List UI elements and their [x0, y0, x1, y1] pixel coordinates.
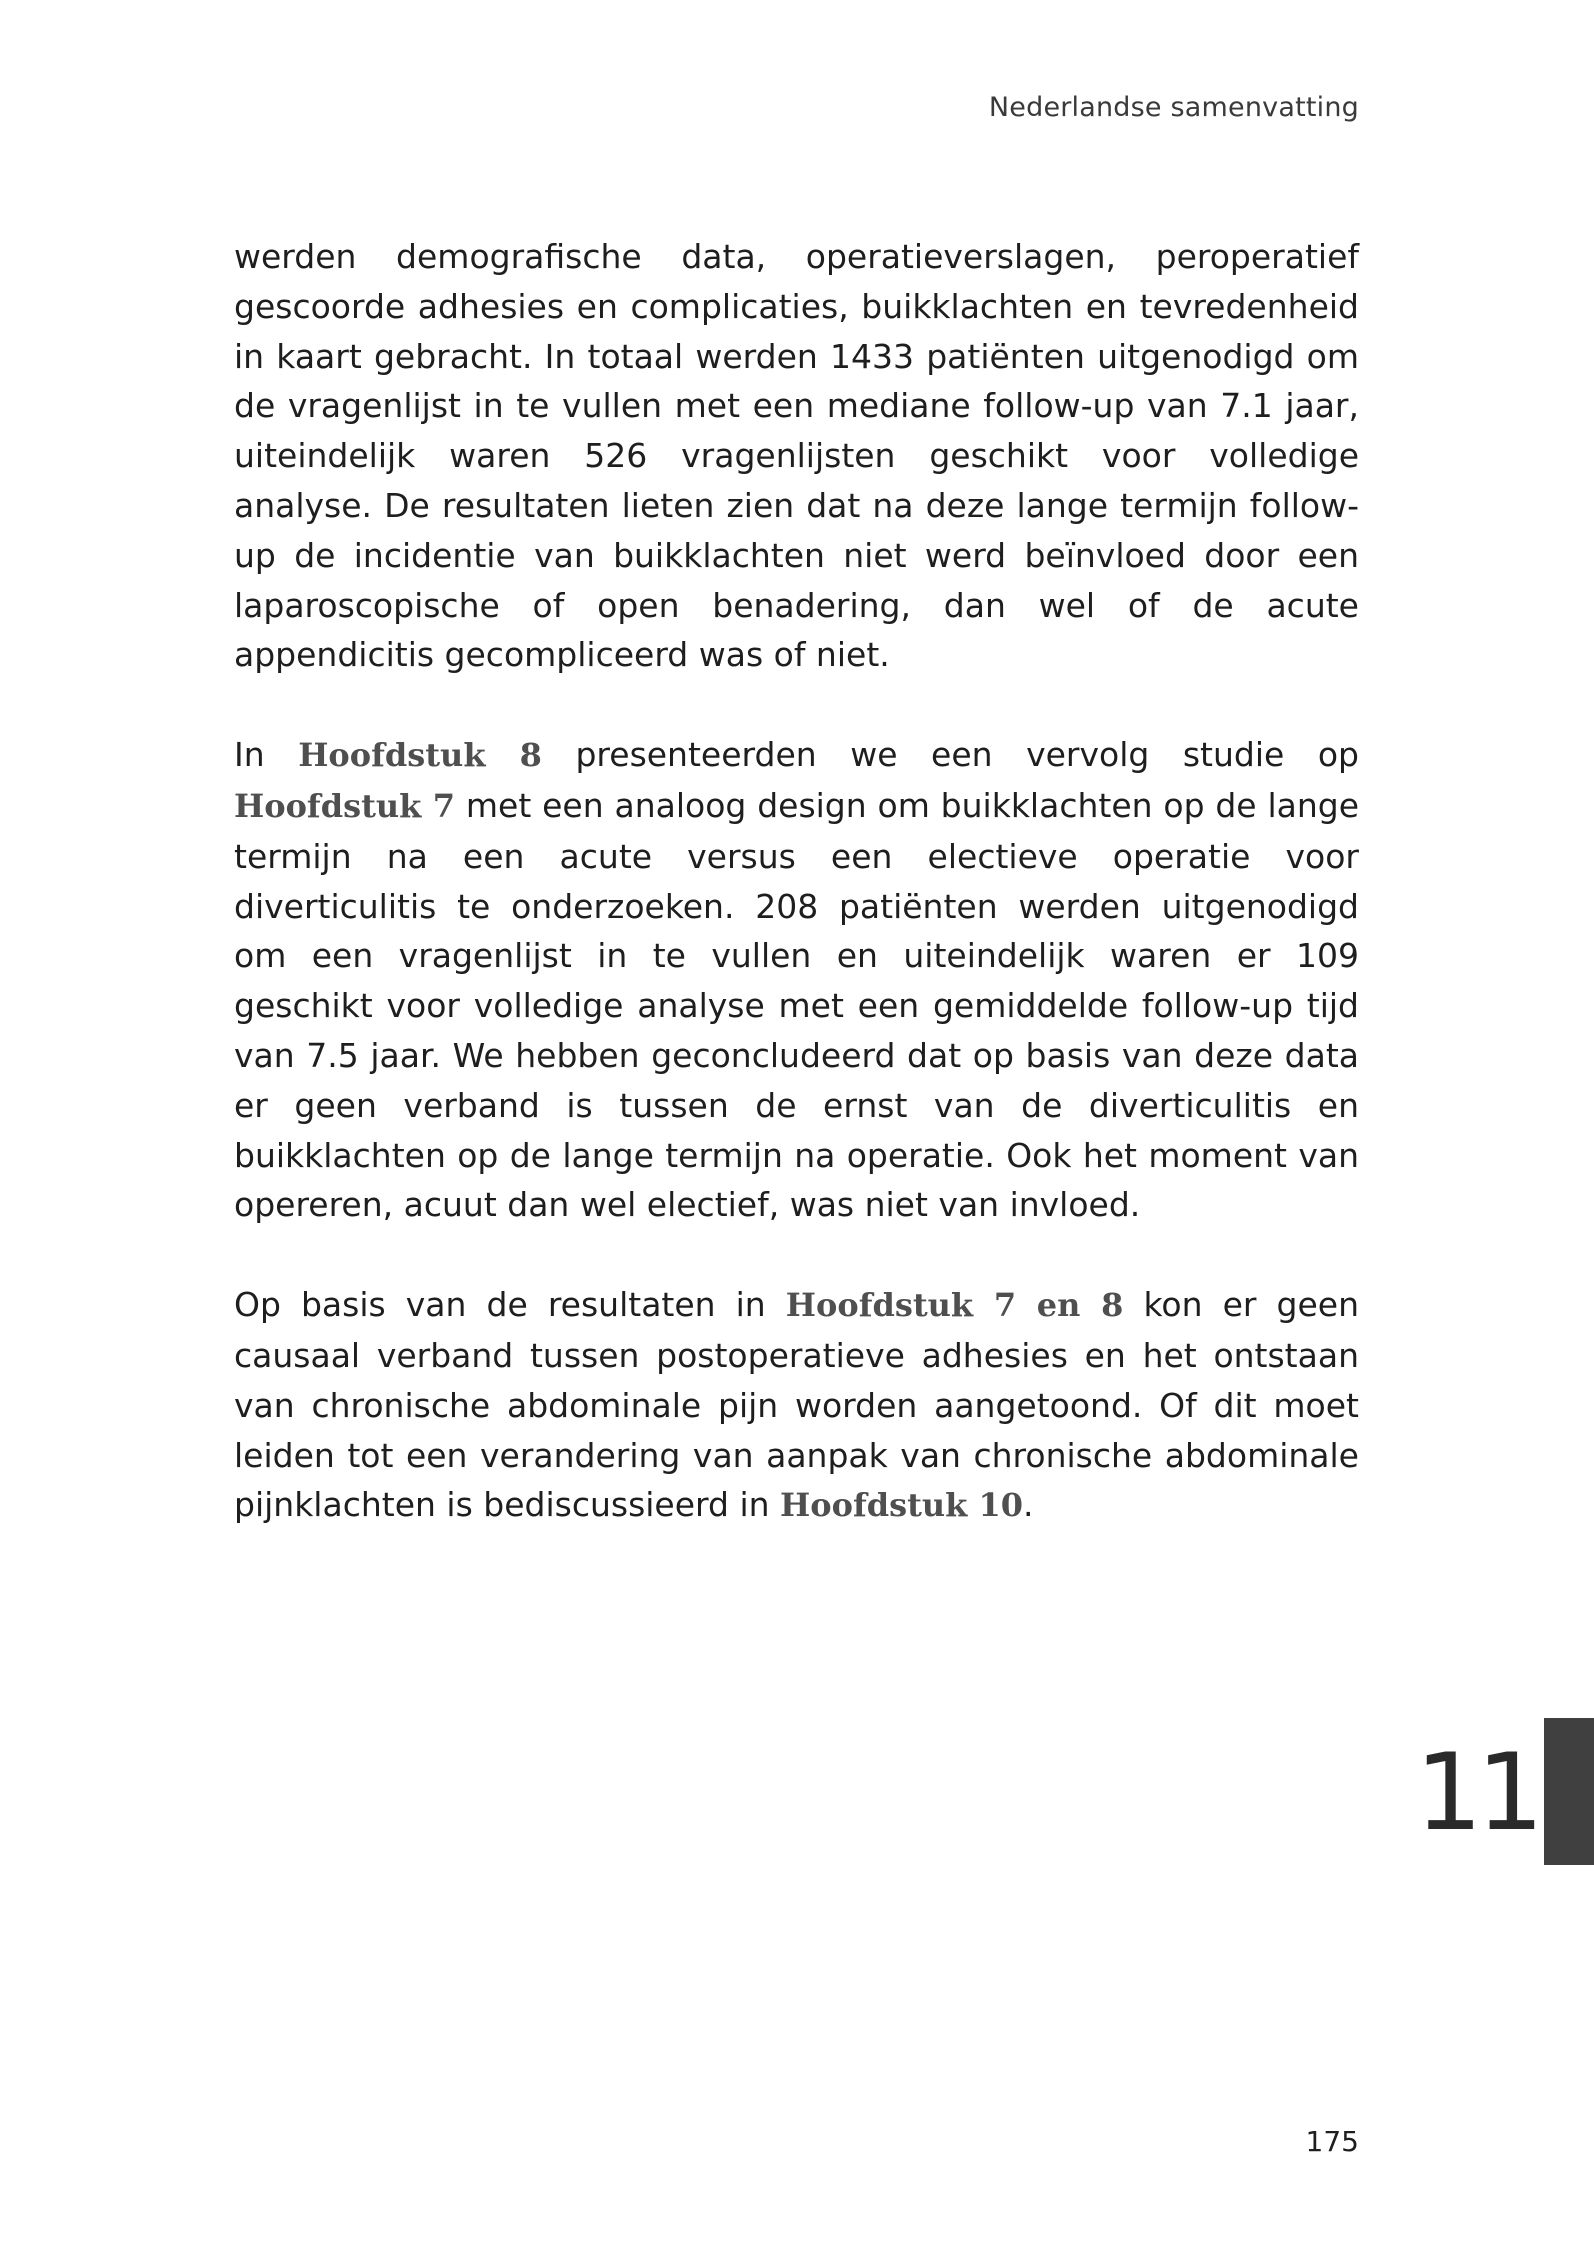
paragraph-3	[234, 1280, 1359, 1531]
paragraph-2-text-3: met een analoog design om buikklachten op de lange termijn na een acute versus een electieve operatie voor diverticulitis te onderzoeken. 208 patiënten werden uitgenodigd om een vragenlijst in te vullen en uiteindelijk waren er 109 geschikt voor volledige analyse met een gemiddelde follow-up tijd van 7.5 jaar. We hebben geconcludeerd dat op basis van deze data er geen verband is tussen de ernst van de diverticulitis en buikklachten op de lange termijn na operatie. Ook het moment van opereren, acuut dan wel electief, was niet van invloed.	[234, 785, 1360, 1225]
paragraph-3-text-2: kon er geen causaal verband tussen postoperatieve adhesies en het ontstaan van chronische abdominale pijn worden aangetoond. Of dit moet leiden tot een verandering van aanpak van chronische abdominale pijnklachten is bediscussieerd in	[234, 1285, 1359, 1525]
paragraph-2-text-1: In	[234, 735, 299, 775]
chapter-reference-7: Hoofdstuk 7	[234, 786, 456, 825]
chapter-number: 11	[1415, 1731, 1538, 1854]
running-header: Nederlandse samenvatting	[988, 92, 1359, 123]
chapter-reference-8: Hoofdstuk 8	[298, 736, 542, 775]
paragraph-2-text-2: presenteerden we een vervolg studie op	[541, 735, 1359, 775]
chapter-reference-7-and-8: Hoofdstuk 7 en 8	[785, 1286, 1124, 1325]
paragraph-1: werden demografische data, operatieverslagen, peroperatief gescoorde adhesies en complicaties, buikklachten en tevredenheid in kaart gebracht. In totaal werden 1433 patiënten uitgenodigd om de vragenlijst in te vullen met een mediane follow-up van 7.1 jaar, uiteindelijk waren 526 vragenlijsten geschikt voor volledige analyse. De resultaten lieten zien dat na deze lange termijn follow-up de incidentie van buikklachten niet werd beïnvloed door een laparoscopische of open benadering, dan wel of de acute appendicitis gecompliceerd was of niet.	[234, 237, 1359, 675]
page-number: 175	[1305, 2125, 1359, 2158]
chapter-tab-marker	[1544, 1718, 1594, 1865]
chapter-reference-10: Hoofdstuk 10	[780, 1486, 1023, 1525]
paragraph-2	[234, 730, 1359, 1230]
paragraph-3-text-1: Op basis van de resultaten in	[234, 1285, 786, 1325]
body-text	[234, 232, 1359, 1581]
paragraph-3-text-3: .	[1023, 1485, 1034, 1525]
